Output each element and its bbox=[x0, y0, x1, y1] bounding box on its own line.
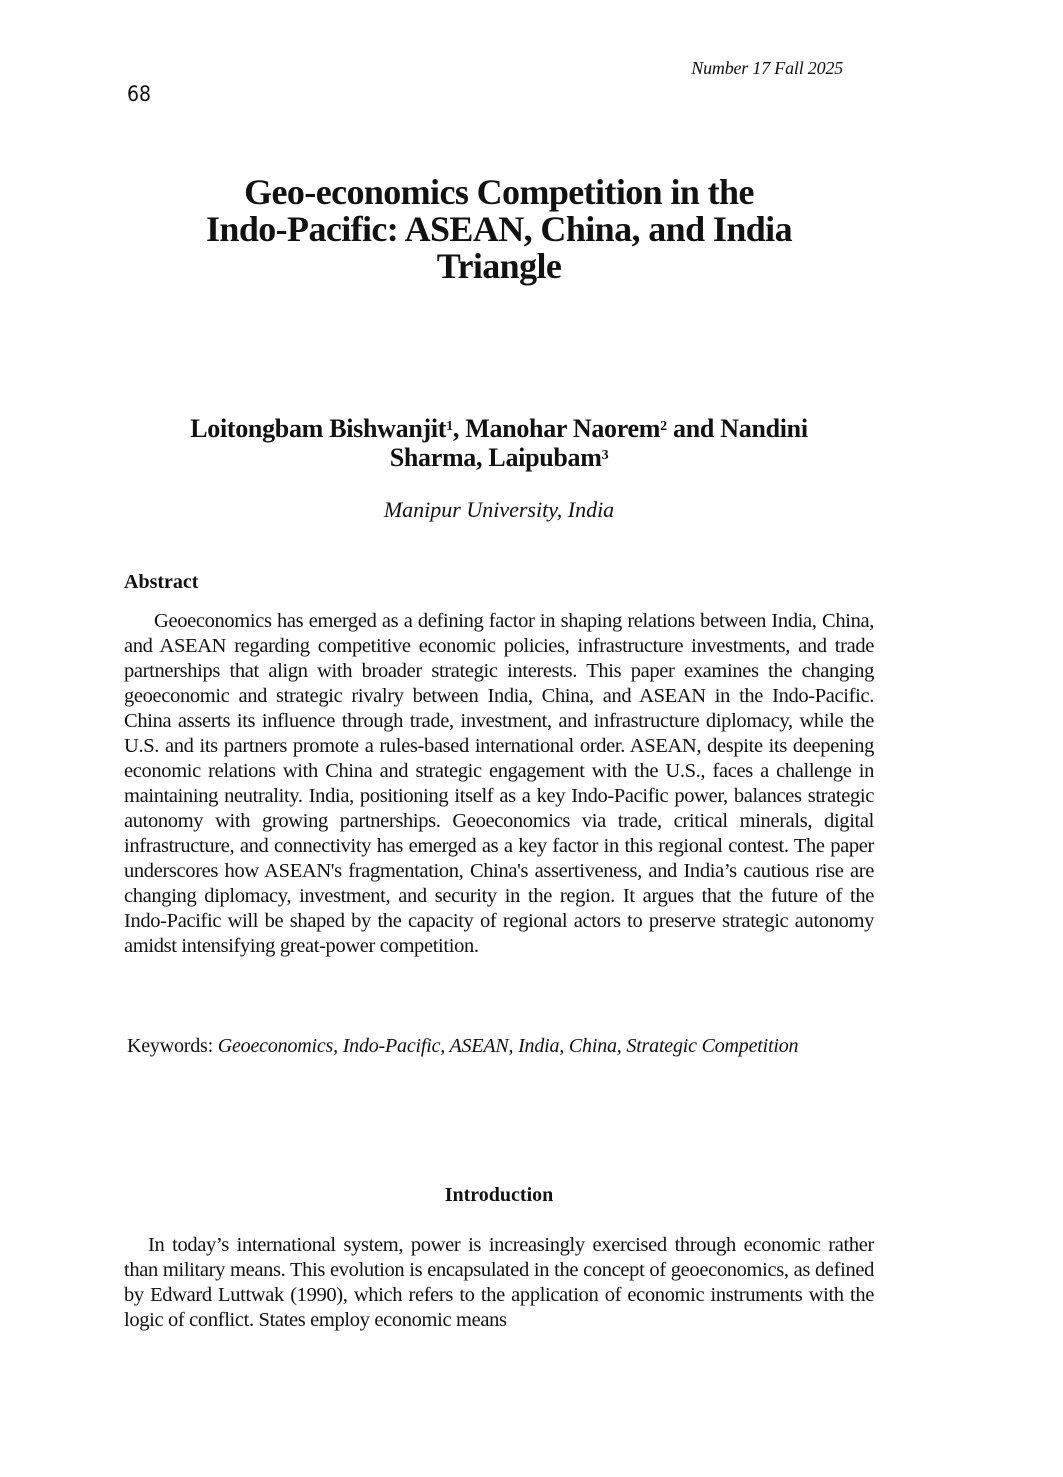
author-name: Loitongbam Bishwanjit bbox=[190, 414, 447, 443]
running-head: Number 17 Fall 2025 bbox=[691, 58, 843, 78]
abstract-body: Geoeconomics has emerged as a defining factor in shaping relations between India, China, and ASEAN regarding competitive economic policies, infrastructure investments, and trade partnerships that align with broader strategic interests. This paper examines the changing geoeconomic and strategic rivalry between India, China, and ASEAN in the Indo-Pacific. China asserts its influence through trade, investment, and infrastructure diplomacy, while the U.S. and its partners promote a rules-based international order. ASEAN, despite its deepening economic relations with China and strategic engagement with the U.S., faces a challenge in maintaining neutrality. India, positioning itself as a key Indo-Pacific power, balances strategic autonomy with growing partnerships. Geoeconomics via trade, critical minerals, digital infrastructure, and connectivity has emerged as a key factor in this regional contest. The paper underscores how ASEAN's fragmentation, China's assertiveness, and India’s cautious rise are changing diplomacy, investment, and security in the region. It argues that the future of the Indo-Pacific will be shaped by the capacity of regional actors to preserve strategic autonomy amidst intensifying great-power competition. bbox=[124, 610, 874, 957]
author-list bbox=[124, 414, 874, 472]
keywords bbox=[127, 1034, 812, 1059]
page-number: 68 bbox=[127, 82, 152, 106]
author-name: Sharma, Laipubam bbox=[389, 443, 602, 472]
keywords-values: Geoeconomics, Indo-Pacific, ASEAN, India, China, Strategic Competition bbox=[217, 1035, 799, 1057]
title-line: Geo-economics Competition in the bbox=[244, 172, 754, 212]
article-title bbox=[124, 174, 874, 285]
author-affiliation-marker: 1 bbox=[446, 419, 453, 434]
introduction-heading: Introduction bbox=[444, 1184, 554, 1206]
author-line bbox=[124, 443, 874, 472]
keywords-label: Keywords: bbox=[127, 1035, 218, 1057]
author-name: Manohar Naorem bbox=[465, 414, 661, 443]
author-separator: , bbox=[452, 414, 466, 443]
abstract-heading: Abstract bbox=[124, 571, 199, 593]
author-affiliation-marker: 2 bbox=[660, 419, 667, 434]
author-line bbox=[124, 414, 874, 443]
title-line: Indo-Pacific: ASEAN, China, and India bbox=[206, 209, 792, 249]
author-affiliation-marker: 3 bbox=[601, 448, 609, 463]
title-line: Triangle bbox=[436, 246, 562, 286]
introduction-body: In today’s international system, power is increasingly exercised through economic rather than military means. This evolution is encapsulated in the concept of geoeconomics, as defined by Edward Luttwak (1990), which refers to the application of economic instruments with the logic of conflict. States employ economic means bbox=[124, 1234, 874, 1331]
author-separator: and Nandini bbox=[666, 414, 808, 443]
affiliation: Manipur University, India bbox=[383, 497, 615, 522]
